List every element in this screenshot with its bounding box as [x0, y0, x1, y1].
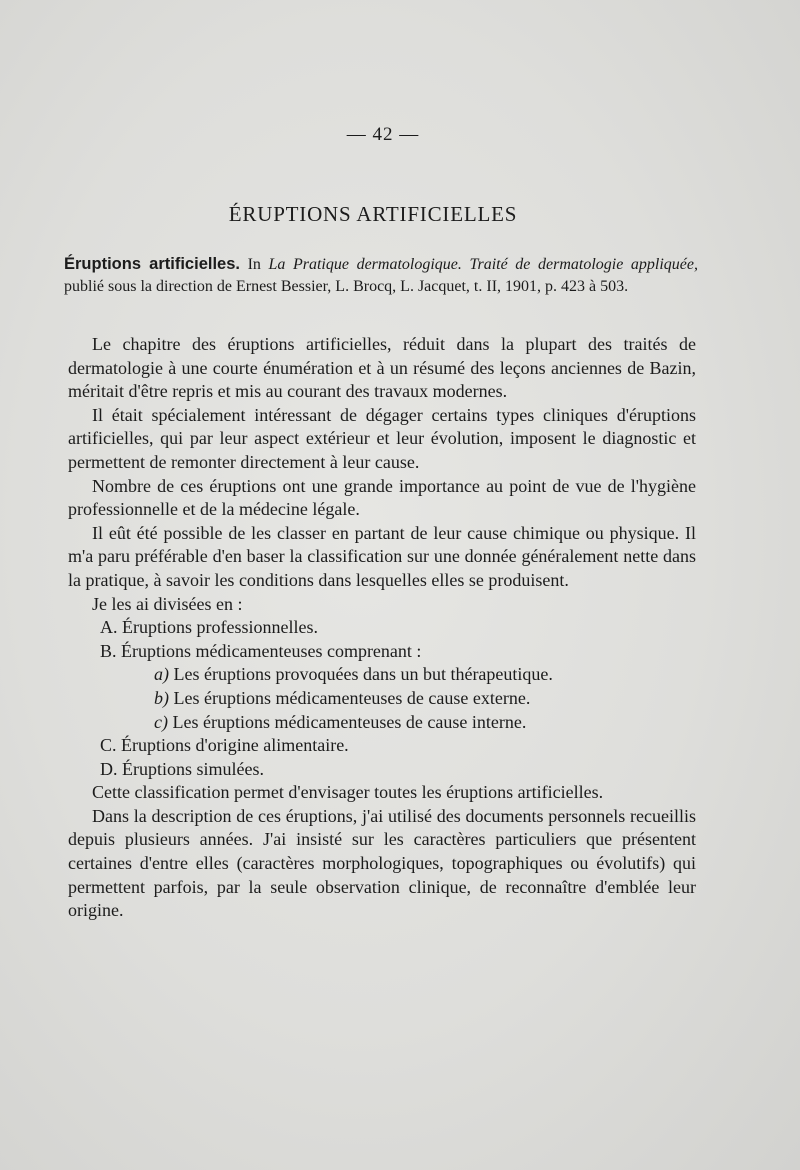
- bibliographic-citation: [64, 253, 698, 298]
- citation-work-title: La Pratique dermatologique. Traité de dermatologie appliquée,: [268, 256, 699, 273]
- paragraph-clinical-types: Il était spécialement intéressant de dégager certains types cliniques d'éruptions artificielles, qui par leur aspect extérieur et leur évolution, imposent le diagnostic et permettent de remonter directement à leur cause.: [68, 404, 696, 472]
- sub-item-c-letter: c): [154, 711, 168, 732]
- sub-item-a: [68, 663, 696, 687]
- sub-item-b-letter: b): [154, 687, 169, 708]
- list-item-a: A. Éruptions professionnelles.: [100, 617, 318, 638]
- list-item-b: B. Éruptions médicamenteuses comprenant :: [100, 640, 422, 661]
- sub-item-b: [68, 687, 696, 711]
- sub-item-b-text: Les éruptions médicamenteuses de cause externe.: [173, 687, 531, 708]
- body-text: [68, 333, 696, 923]
- page-title: ÉRUPTIONS ARTIFICIELLES: [228, 202, 518, 226]
- paragraph-importance: Nombre de ces éruptions ont une grande importance au point de vue de l'hygiène professionnelle et de la médecine légale.: [68, 475, 696, 520]
- sub-item-a-text: Les éruptions provoquées dans un but thérapeutique.: [173, 664, 553, 685]
- citation-in: In: [247, 256, 261, 273]
- paragraph-scope: Cette classification permet d'envisager toutes les éruptions artificielles.: [92, 782, 604, 803]
- list-item-d: D. Éruptions simulées.: [100, 758, 264, 779]
- sub-item-c-text: Les éruptions médicamenteuses de cause interne.: [172, 711, 527, 732]
- page-number: — 42 —: [346, 124, 420, 145]
- citation-lead: Éruptions artificielles.: [64, 255, 240, 273]
- paragraph-divisions-intro: Je les ai divisées en :: [92, 593, 243, 614]
- sub-item-c: [68, 711, 696, 735]
- citation-details: publié sous la direction de Ernest Bessier, L. Brocq, L. Jacquet,: [64, 278, 470, 295]
- paragraph-intro: Le chapitre des éruptions artificielles, réduit dans la plupart des traités de dermatologie à une courte énumération et à un résumé des leçons anciennes de Bazin, méritait d'être repris et mis au courant des travaux modernes.: [68, 334, 696, 402]
- citation-volume-pages: t. II, 1901, p. 423 à 503.: [473, 278, 629, 295]
- sub-item-a-letter: a): [154, 664, 169, 685]
- list-item-c: C. Éruptions d'origine alimentaire.: [100, 735, 349, 756]
- paragraph-classification: Il eût été possible de les classer en partant de leur cause chimique ou physique. Il m'a paru préférable d'en baser la classification sur une donnée généralement nette dans la pratique, à savoir les conditions dans lesquelles elles se produisent.: [68, 522, 696, 590]
- paragraph-method: Dans la description de ces éruptions, j'ai utilisé des documents personnels recueillis depuis plusieurs années. J'ai insisté sur les caractères particuliers que présentent certaines d'entre elles (caractères morphologiques, topographiques ou évolutifs) qui permettent parfois, par la seule observation clinique, de reconnaître d'emblée leur origine.: [68, 805, 696, 921]
